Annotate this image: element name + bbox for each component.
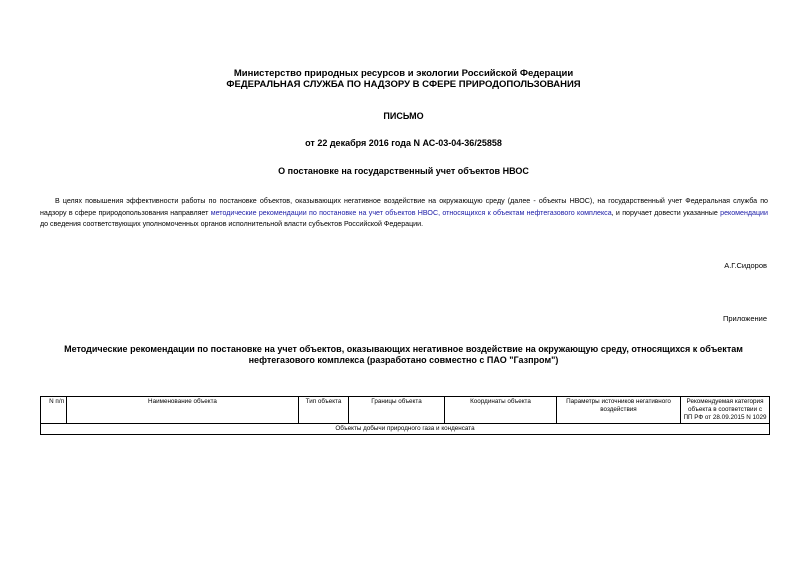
body-text-3: до сведения соответствующих уполномоченных органов исполнительной власти субъектов Российской Федерации. xyxy=(40,220,424,228)
body-text-1: В целях повышения эффективности работы по постановке объектов, оказывающих негативное воздействие на окружающую среду (далее - объекты НВОС), на государственный учет Федеральная служба по надзору в сфере природопользования направляет xyxy=(40,197,768,217)
body-text-2: , и поручает довести указанные xyxy=(611,208,721,217)
table-section-row xyxy=(41,424,770,435)
body-paragraph xyxy=(40,196,768,231)
recommendations-link[interactable]: методические рекомендации по постановке на учет объектов НВОС, относящихся к объектам нефтегазового комплекса xyxy=(210,208,612,217)
recommendations-short-link[interactable]: рекомендации xyxy=(720,208,768,217)
section-title: Объекты добычи природного газа и конденсата xyxy=(41,424,770,435)
document-subject: О постановке на государственный учет объектов НВОС xyxy=(278,166,529,176)
signature: А.Г.Сидоров xyxy=(724,261,767,270)
appendix-title: Методические рекомендации по постановке на учет объектов, оказывающих негативное воздействие на окружающую среду, относящихся к объектам нефтегазового комплекса (разработано совместно с ПАО "Газпром") xyxy=(64,344,743,365)
column-header-category: Рекомендуемая категория объекта в соответствии с ПП РФ от 28.09.2015 N 1029 xyxy=(681,397,770,424)
table-header-row xyxy=(41,397,770,424)
document-date-number: от 22 декабря 2016 года N АС-03-04-36/25858 xyxy=(305,138,502,148)
column-header-name: Наименование объекта xyxy=(67,397,299,424)
appendix-label: Приложение xyxy=(723,314,767,323)
column-header-type: Тип объекта xyxy=(299,397,349,424)
document-type: ПИСЬМО xyxy=(383,111,424,121)
column-header-bounds: Границы объекта xyxy=(349,397,445,424)
objects-table xyxy=(40,396,770,435)
ministry-name: Министерство природных ресурсов и экологии Российской Федерации xyxy=(233,68,574,79)
service-name: ФЕДЕРАЛЬНАЯ СЛУЖБА ПО НАДЗОРУ В СФЕРЕ ПРИРОДОПОЛЬЗОВАНИЯ xyxy=(226,79,581,90)
column-header-params: Параметры источников негативного воздействия xyxy=(557,397,681,424)
column-header-coords: Координаты объекта xyxy=(445,397,557,424)
column-header-number: N п/п xyxy=(41,397,67,424)
